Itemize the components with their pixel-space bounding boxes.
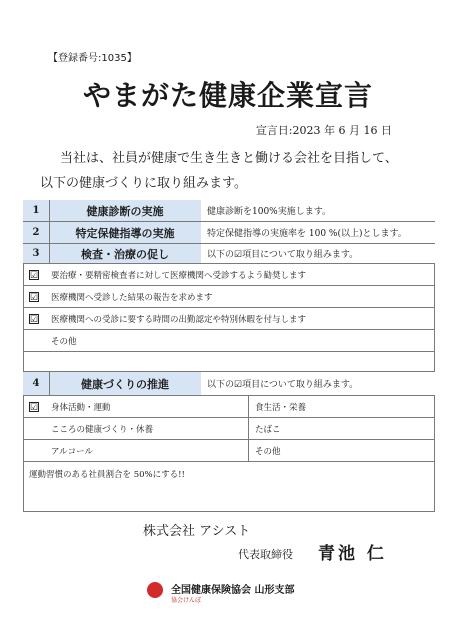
declaration-date: 宣言日:2023 年 6 月 16 日 xyxy=(255,124,392,137)
association-name: 全国健康保険協会 山形支部 xyxy=(171,585,295,596)
company-name: 株式会社 アシスト xyxy=(143,524,251,539)
section-description: 以下の☑項目について取り組みます。 xyxy=(201,372,435,395)
section3-item xyxy=(23,308,435,330)
association-logo-icon xyxy=(147,582,163,598)
section-heading: 特定保健指導の実施 xyxy=(49,222,202,243)
section3-item xyxy=(23,330,435,352)
section3-item xyxy=(23,286,435,308)
item-label: 食生活・栄養 xyxy=(255,402,307,413)
section-number: 2 xyxy=(23,222,50,243)
item-label: こころの健康づくり・休養 xyxy=(51,424,154,435)
item-label: その他 xyxy=(51,336,77,347)
association-subtitle: 協会けんぽ xyxy=(171,597,202,604)
section-heading: 検査・治療の促し xyxy=(49,244,202,263)
column-divider xyxy=(248,440,249,461)
section-row-4 xyxy=(23,372,435,396)
item-label: たばこ xyxy=(255,424,281,435)
checkbox-checked[interactable]: ☑ xyxy=(30,402,39,413)
item-label: 医療機関へ受診した結果の報告を求めます xyxy=(51,292,213,303)
representative-name: 青池 仁 xyxy=(318,544,387,564)
registration-number: 【登録番号:1035】 xyxy=(48,53,137,64)
column-divider xyxy=(248,418,249,439)
section3-item xyxy=(23,264,435,286)
section-description: 以下の☑項目について取り組みます。 xyxy=(201,244,435,263)
section-description: 健康診断を100%実施します。 xyxy=(201,200,435,221)
section-number: 1 xyxy=(23,200,50,221)
section-number: 3 xyxy=(23,244,50,263)
intro-line-2: 以下の健康づくりに取り組みます。 xyxy=(40,176,247,191)
section-description: 特定保健指導の実施率を 100 %(以上)とします。 xyxy=(201,222,435,243)
checkbox-checked[interactable]: ☑ xyxy=(30,292,39,303)
section4-item-row xyxy=(23,440,435,462)
item-label: その他 xyxy=(255,446,281,457)
representative-title: 代表取締役 xyxy=(238,548,293,561)
section-row-1 xyxy=(23,200,435,222)
section4-item-row xyxy=(23,418,435,440)
checkbox-checked[interactable]: ☑ xyxy=(30,314,39,325)
intro-line-1: 当社は、社員が健康で生き生きと働ける会社を目指して、 xyxy=(60,151,398,166)
note-row xyxy=(23,462,435,512)
note-text: 運動習慣のある社員割合を 50%にする!! xyxy=(29,470,185,480)
page-title: やまがた健康企業宣言 xyxy=(82,79,373,112)
item-label: アルコール xyxy=(51,446,93,457)
section-row-3 xyxy=(23,244,435,264)
item-label: 身体活動・運動 xyxy=(51,402,111,413)
section-heading: 健康診断の実施 xyxy=(49,200,202,221)
section4-item-row xyxy=(23,396,435,418)
checkbox-checked[interactable]: ☑ xyxy=(30,270,39,281)
spacer-row xyxy=(23,352,435,372)
item-label: 医療機関への受診に要する時間の出勤認定や特別休暇を付与します xyxy=(51,314,307,325)
section-number: 4 xyxy=(23,372,50,395)
column-divider xyxy=(248,396,249,417)
section-row-2 xyxy=(23,222,435,244)
item-label: 要治療・要精密検査者に対して医療機関へ受診するよう勧奨します xyxy=(51,270,307,281)
section-heading: 健康づくりの推進 xyxy=(49,372,202,395)
